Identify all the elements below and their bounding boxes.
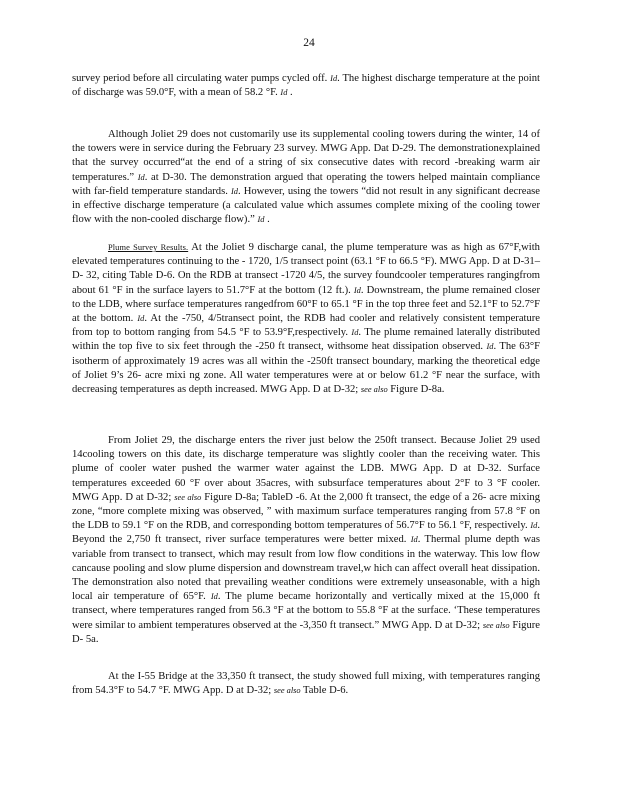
paragraph-text: . The 63°F isotherm of approximately 19 acres was all within the -250ft transect boundary, marking the theoretical edge of Joliet 9’s 26- acre mixi ng zone. All water temperatures were at or below 61.2 °F near the surface, with decreasing temperatures as depth increased. MWG App. D at D-32; bbox=[72, 341, 541, 396]
paragraph-text: . The plume became horizontally and vertically mixed at the 15,000 ft transect, where temperatures ranged from 56.3 °F at the bottom to 55.8 °F at the surface. ‘These temperatures were similar to ambient temperatures observed at the -3,350 ft transect.” MWG App. D at D-32; bbox=[72, 591, 540, 631]
paragraph-text: . bbox=[287, 87, 293, 99]
citation-id: Id bbox=[257, 215, 265, 225]
paragraph-text: . bbox=[264, 214, 270, 226]
section-heading: Plume Survey Results. bbox=[108, 243, 189, 252]
citation-id: Id bbox=[330, 74, 338, 83]
citation-id: Id bbox=[210, 592, 218, 602]
citation-id: Id bbox=[353, 285, 361, 295]
paragraph-text: Table D-6. bbox=[300, 685, 349, 697]
paragraph-text: From Joliet 29, the discharge enters the river just below the 250ft transect. Because Joliet 29 used 14cooling towers on this date, its discharge temperature was slightly cooler than the receiving water. This plume of cooler water pushed the warmer water against the LDB. MWG App. D at D-32. Surface temperatures exceeded 60 °F over about 35acres, with subsurface temperatures about 2°F to 3 °F cooler. MWG App. D at D-32; bbox=[72, 435, 540, 503]
paragraph-1 bbox=[72, 72, 540, 100]
paragraph-text: Figure D- 5a. bbox=[72, 619, 540, 645]
paragraph-text: . Thermal plume depth was variable from transect to transect, which may result from low flow conditions in the waterway. This low flow cancause pooling and slow plume dispersion and downstream travel,w hich can affect overall heat dissipation. The demonstration also noted that prevailing weather conditions were extremely unseasonable, with a high local air temperature of 65°F. bbox=[72, 534, 540, 603]
paragraph-text: . At the -750, 4/5transect point, the RDB had cooler and relatively consistent temperature from top to bottom ranging from 54.5 °F to 53.9°F,respectively. bbox=[72, 313, 540, 339]
paragraph-text: Although Joliet 29 does not customarily use its supplemental cooling towers during the winter, 14 of the towers were in service during the February 23 survey. MWG App. Dat D-29. The demonstrationexplained that the survey occurred“at the end of a string of six consecutive dates with record -breaking warm air temperatures.” bbox=[72, 129, 540, 183]
paragraph-text: . The highest discharge temperature at the point of discharge was 59.0°F, with a mean of 58.2 °F. bbox=[72, 73, 540, 99]
paragraph-text: . However, using the towers “did not result in any significant decrease in effective discharge temperature (a calculated value which assumes complete mixing of the cooling tower flow with the non-cooled discharge flow).” bbox=[72, 185, 540, 226]
paragraph-text: . The plume remained laterally distributed within the top five to six feet through the -250 ft transect, withsome heat dissipation observed. bbox=[72, 327, 540, 353]
paragraph-text: . at D-30. The demonstration argued that operating the towers helped maintain compliance with far-field temperature standards. bbox=[72, 171, 540, 197]
citation-id: Id bbox=[230, 186, 238, 196]
paragraph-text: At the I-55 Bridge at the 33,350 ft transect, the study showed full mixing, with temperatures ranging from 54.3°F to 54.7 °F. MWG App. D at D-32; bbox=[72, 671, 540, 697]
citation-id: Id bbox=[410, 535, 418, 545]
citation-id: Id bbox=[530, 521, 538, 531]
paragraph-text: At the Joliet 9 discharge canal, the plume temperature was as high as 67°F,with elevated temperatures continuing to the - 1720, 1/5 transect point (63.1 °F to 66.5 °F). MWG App. D at D-31–D- 32, citing Table D-6. On the RDB at transect -1720 4/5, the survey foundcooler temperatures rangingfrom about 61 °F in the surface layers to 51.7°F at the bottom (12 ft.). bbox=[72, 242, 540, 296]
citation-id: Id bbox=[351, 328, 359, 338]
paragraph-3 bbox=[72, 241, 540, 397]
page-number: 24 bbox=[303, 37, 315, 49]
citation-id: Id bbox=[137, 172, 145, 182]
paragraph-5 bbox=[72, 670, 540, 698]
citation-id: Id bbox=[280, 88, 288, 98]
paragraph-2 bbox=[72, 128, 540, 227]
citation-see-also: see also bbox=[482, 620, 510, 630]
citation-see-also: see also bbox=[174, 492, 202, 502]
paragraph-text: Figure D-8a; TableD -6. At the 2,000 ft transect, the edge of a 26- acre mixing zone, “more complete mixing was observed, ” with maximum surface temperatures ranging from 57.8 °F on the LDB to 59.1 °F on the RDB, and corresponding bottom temperatures of 56.7°F to 56.1 °F, respectively. bbox=[72, 491, 540, 532]
paragraph-text: . Beyond the 2,750 ft transect, river surface temperatures were better mixed. bbox=[72, 520, 540, 546]
citation-see-also: see also bbox=[360, 385, 388, 395]
citation-id: Id bbox=[137, 314, 145, 324]
paragraph-4 bbox=[72, 434, 540, 647]
paragraph-text: Figure D-8a. bbox=[387, 384, 445, 396]
citation-see-also: see also bbox=[273, 686, 301, 696]
paragraph-text: . Downstream, the plume remained closer to the LDB, where surface temperatures rangedfrom 60°F to 65.1 °F in the top three feet and 52.1°F to 52.7°F at the bottom. bbox=[72, 284, 540, 325]
paragraph-text: survey period before all circulating water pumps cycled off. bbox=[72, 73, 331, 84]
citation-id: Id bbox=[486, 342, 494, 352]
